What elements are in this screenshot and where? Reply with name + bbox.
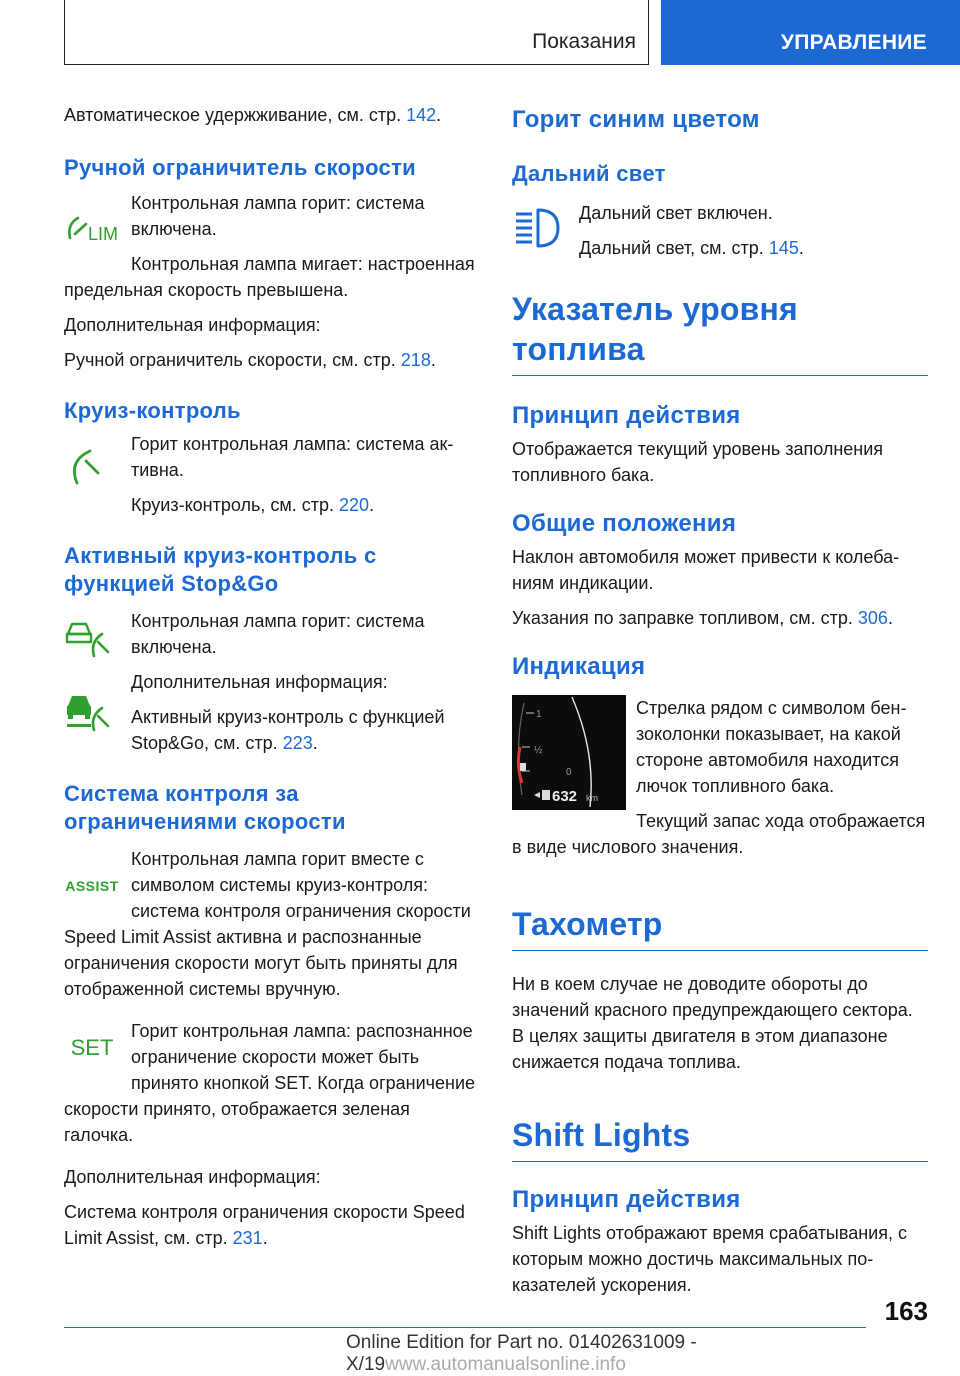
header-chapter-tab bbox=[661, 0, 960, 65]
gauge-tick-half: ½ bbox=[534, 745, 543, 756]
left-column bbox=[64, 100, 477, 1260]
page-link[interactable]: 231 bbox=[232, 1228, 263, 1248]
acc-lamp-on: Контрольная лампа горит: система включена. bbox=[131, 611, 425, 657]
fuel-display-text-2: Текущий запас хода отображается в виде числового значения. bbox=[512, 811, 926, 857]
cruise-control-icon bbox=[64, 439, 120, 489]
acc-block bbox=[64, 608, 477, 756]
right-column bbox=[512, 100, 928, 1307]
speed-limit-assist-text: Контрольная лампа горит вместе с символом системы круиз-контроля: система контроля ограничения скорости Speed Limit Assist активна и распознанные ограничения скорости могут быть приняты для отображенной системы вручную. bbox=[64, 849, 471, 999]
fuel-general-heading: Общие положения bbox=[512, 510, 737, 537]
set-icon bbox=[64, 1034, 120, 1062]
manual-limiter-ref: Ручной ограничитель скорости, см. стр. 218. bbox=[64, 350, 436, 370]
manual-limiter-extra-label: Дополнительная информация: bbox=[64, 315, 321, 335]
manual-limiter-heading: Ручной ограничитель скорости bbox=[64, 155, 416, 180]
manual-limiter-lamp-blink: Контрольная лампа мигает: настроенная предельная скорость превышена. bbox=[64, 254, 475, 300]
cruise-lamp-on: Горит контрольная лампа: система активна. bbox=[131, 434, 454, 480]
header-section-label: Показания bbox=[532, 30, 636, 53]
speed-limiter-icon bbox=[64, 204, 120, 244]
tachometer-text: Ни в коем случае не доводите обороты до значений красного предупреждающего сектора. В целях защиты двигателя в этом диапазоне снижается подача топлива. bbox=[512, 974, 913, 1072]
speed-limit-assist-block bbox=[64, 846, 477, 1002]
acc-ref: Активный круиз-контроль с функцией Stop&Go, см. стр. 223. bbox=[131, 707, 445, 753]
footer-divider bbox=[64, 1327, 866, 1328]
high-beam-ref: Дальний свет, см. стр. 145. bbox=[579, 238, 804, 258]
fuel-refuel-ref: Указания по заправке топливом, см. стр. 306. bbox=[512, 608, 893, 628]
high-beam-icon bbox=[512, 202, 568, 252]
footer-edition: Online Edition for Part no. 01402631009 - X/19www.automanualsonline.info bbox=[346, 1332, 697, 1375]
gauge-range-unit: km bbox=[586, 793, 598, 803]
high-beam-heading: Дальний свет bbox=[512, 161, 666, 186]
shift-lights-text: Shift Lights отображают время срабатывания, с которым можно достичь максимальных показателей ускорения. bbox=[512, 1223, 907, 1295]
page-link[interactable]: 218 bbox=[400, 350, 431, 370]
fuel-principle-heading: Принцип действия bbox=[512, 402, 741, 429]
tachometer-heading: Тахометр bbox=[512, 904, 928, 951]
page-link[interactable]: 220 bbox=[339, 495, 370, 515]
speed-limit-ref: Система контроля ограничения скорости Speed Limit Assist, см. стр. 231. bbox=[64, 1202, 465, 1248]
gauge-tick-full: 1 bbox=[536, 709, 542, 720]
shift-principle-heading: Принцип действия bbox=[512, 1186, 741, 1213]
gauge-tick-empty: 0 bbox=[566, 767, 572, 778]
page-link[interactable]: 142 bbox=[406, 105, 437, 125]
high-beam-block bbox=[512, 200, 928, 261]
acc-icon-filled bbox=[64, 686, 120, 736]
high-beam-on: Дальний свет включен. bbox=[579, 203, 773, 223]
fuel-principle-text: Отображается текущий уровень заполнения топливного бака. bbox=[512, 439, 884, 485]
fuel-gauge-image bbox=[512, 695, 626, 810]
fuel-gauge-heading: Указатель уровня топлива bbox=[512, 289, 928, 376]
set-block bbox=[64, 1018, 477, 1148]
fuel-display-heading: Индикация bbox=[512, 653, 646, 680]
header-chapter-label: УПРАВЛЕНИЕ bbox=[780, 31, 927, 54]
fuel-general-text: Наклон автомобиля может привести к колебаниям индикации. bbox=[512, 547, 900, 593]
page-link[interactable]: 223 bbox=[282, 733, 313, 753]
manual-limiter-block bbox=[64, 190, 477, 303]
footer-watermark: www.automanualsonline.info bbox=[385, 1354, 626, 1375]
blue-lamp-heading: Горит синим цветом bbox=[512, 106, 760, 133]
gauge-range-value: 632 bbox=[552, 788, 578, 805]
fuel-display-block bbox=[512, 695, 928, 860]
page-number: 163 bbox=[884, 1296, 928, 1326]
lim-icon-label: LIM bbox=[88, 224, 119, 244]
assist-icon bbox=[64, 874, 120, 898]
page-link[interactable]: 306 bbox=[857, 608, 888, 628]
speed-limit-extra-label: Дополнительная информация: bbox=[64, 1167, 321, 1187]
set-text: Горит контрольная лампа: распознанное ограничение скорости может быть принято кнопкой SET. Когда ограничение скорости принято, отображается зеленая галочка. bbox=[64, 1021, 476, 1145]
fuel-display-text-1: Стрелка рядом с символом бензоколонки показывает, на какой стороне автомобиля находится лючок топливного бака. bbox=[636, 698, 907, 796]
cruise-block bbox=[64, 431, 477, 518]
acc-extra-label: Дополнительная информация: bbox=[131, 672, 388, 692]
speed-limit-heading: Система контроля за ограничениями скорости bbox=[64, 781, 346, 834]
acc-heading: Активный круиз-контроль с функцией Stop&Go bbox=[64, 543, 377, 596]
cruise-ref: Круиз-контроль, см. стр. 220. bbox=[131, 495, 375, 515]
assist-icon-label: ASSIST bbox=[65, 878, 119, 894]
shift-lights-heading: Shift Lights bbox=[512, 1115, 928, 1162]
set-icon-label: SET bbox=[70, 1035, 114, 1060]
acc-icon-outline bbox=[64, 612, 120, 662]
intro-paragraph: Автоматическое удержживание, см. стр. 142. bbox=[64, 105, 442, 125]
header-section-tab bbox=[64, 0, 649, 65]
cruise-heading: Круиз-контроль bbox=[64, 398, 241, 423]
manual-limiter-lamp-on: Контрольная лампа горит: система включена. bbox=[131, 193, 425, 239]
page-link[interactable]: 145 bbox=[768, 238, 799, 258]
